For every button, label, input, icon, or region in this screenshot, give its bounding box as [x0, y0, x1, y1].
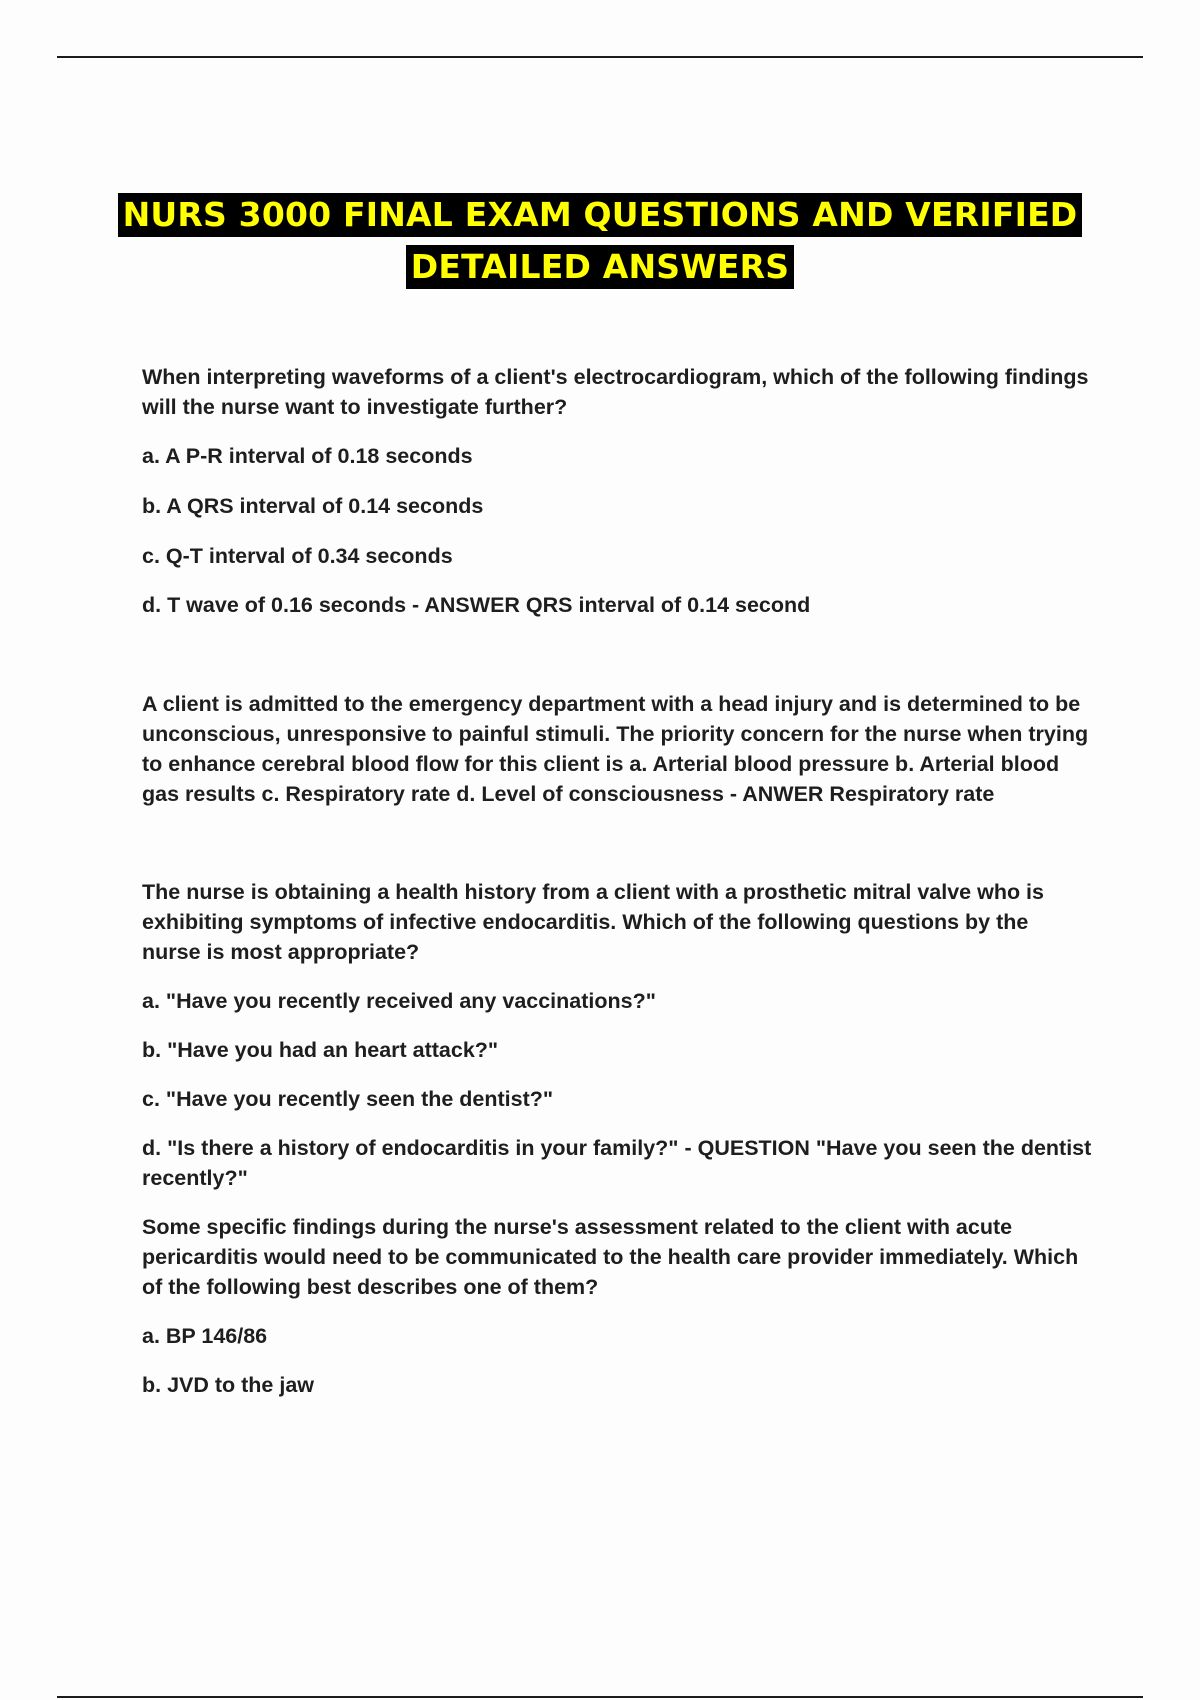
- question-3-option-d: d. "Is there a history of endocarditis in your family?" - QUESTION "Have you seen the dentist recently?": [142, 1136, 1092, 1190]
- question-4-stem: Some specific findings during the nurse's assessment related to the client with acute pericarditis would need to be communicated to the health care provider immediately. Which of the following best describes one of them?: [142, 1215, 1079, 1299]
- question-1-option-c: c. Q-T interval of 0.34 seconds: [142, 544, 453, 568]
- question-4-option-b: b. JVD to the jaw: [142, 1373, 315, 1397]
- header-rule: [57, 56, 1143, 58]
- footer-rule: [57, 1696, 1143, 1698]
- question-3-stem: The nurse is obtaining a health history from a client with a prosthetic mitral valve who is exhibiting symptoms of infective endocarditis. Which of the following questions by the nurse is most appropriate?: [142, 880, 1044, 964]
- question-1-option-d: d. T wave of 0.16 seconds - ANSWER QRS interval of 0.14 second: [142, 593, 811, 617]
- question-1-option-b: b. A QRS interval of 0.14 seconds: [142, 494, 484, 518]
- question-1-option-a: a. A P-R interval of 0.18 seconds: [142, 444, 473, 468]
- question-3-option-c: c. "Have you recently seen the dentist?": [142, 1087, 554, 1111]
- question-3-option-b: b. "Have you had an heart attack?": [142, 1038, 499, 1062]
- question-1-stem: When interpreting waveforms of a client's electrocardiogram, which of the following findings will the nurse want to investigate further?: [142, 365, 1089, 419]
- question-4-option-a: a. BP 146/86: [142, 1324, 268, 1348]
- document-title: [0, 193, 1200, 289]
- question-2-stem: A client is admitted to the emergency department with a head injury and is determined to be unconscious, unresponsive to painful stimuli. The priority concern for the nurse when trying to enhance cerebral blood flow for this client is a. Arterial blood pressure b. Arterial blood gas results c. Respiratory rate d. Level of consciousness - ANWER Respiratory rate: [142, 692, 1089, 806]
- title-line-1: NURS 3000 FINAL EXAM QUESTIONS AND VERIFIED: [118, 193, 1083, 237]
- title-line-2: DETAILED ANSWERS: [406, 245, 794, 289]
- question-content: [142, 362, 1092, 1400]
- question-3-option-a: a. "Have you recently received any vaccinations?": [142, 989, 656, 1013]
